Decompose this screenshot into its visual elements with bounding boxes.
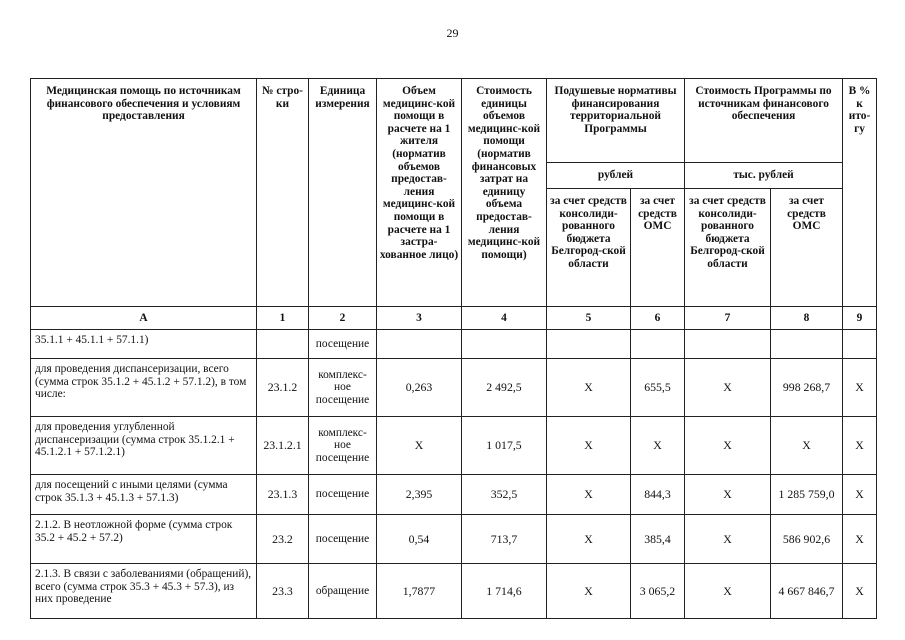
row-volume <box>377 330 462 359</box>
row-per-capita-oms: 844,3 <box>631 475 685 515</box>
table-row <box>31 515 877 564</box>
row-label: 35.1.1 + 45.1.1 + 57.1.1) <box>31 330 257 359</box>
row-label: для посещений с иными целями (сумма строк 35.1.3 + 45.1.3 + 57.1.3) <box>31 475 257 515</box>
row-line-number: 23.1.2.1 <box>257 417 309 475</box>
header-group-per-capita: Подушевые нормативы финансирования территориальной Программы <box>547 79 685 163</box>
page-number: 29 <box>446 26 459 40</box>
row-percent: X <box>843 417 877 475</box>
column-number: 9 <box>843 307 877 330</box>
row-line-number: 23.1.2 <box>257 359 309 417</box>
row-unit-cost <box>462 330 547 359</box>
row-unit-cost: 713,7 <box>462 515 547 564</box>
row-program-budget: X <box>685 417 771 475</box>
row-per-capita-budget: X <box>547 564 631 619</box>
row-per-capita-oms: 3 065,2 <box>631 564 685 619</box>
row-volume: 0,54 <box>377 515 462 564</box>
row-volume: 1,7877 <box>377 564 462 619</box>
column-number: 8 <box>771 307 843 330</box>
row-line-number <box>257 330 309 359</box>
column-number: 3 <box>377 307 462 330</box>
header-col-a: Медицинская помощь по источникам финансового обеспечения и условиям предоставления <box>31 79 257 307</box>
header-col-5: за счет средств консолиди-рованного бюджета Белгород-ской области <box>547 189 631 307</box>
row-percent: X <box>843 564 877 619</box>
header-row-1 <box>31 79 877 163</box>
row-unit: посещение <box>309 515 377 564</box>
column-number: 2 <box>309 307 377 330</box>
row-percent: X <box>843 475 877 515</box>
row-program-oms: 1 285 759,0 <box>771 475 843 515</box>
row-label: для проведения углубленной диспансеризации (сумма строк 35.1.2.1 + 45.1.2.1 + 57.1.2.1) <box>31 417 257 475</box>
header-col-4: Стоимость единицы объемов медицинс-кой помощи (норматив финансовых затрат на единицу объема предостав-ления медицинс-кой помощи) <box>462 79 547 307</box>
row-program-budget: X <box>685 475 771 515</box>
row-unit: обращение <box>309 564 377 619</box>
table-row <box>31 564 877 619</box>
table-row <box>31 359 877 417</box>
row-unit-cost: 2 492,5 <box>462 359 547 417</box>
row-per-capita-oms <box>631 330 685 359</box>
header-col-1: № стро-ки <box>257 79 309 307</box>
row-program-oms: X <box>771 417 843 475</box>
column-number: 1 <box>257 307 309 330</box>
row-per-capita-budget <box>547 330 631 359</box>
table-row <box>31 417 877 475</box>
row-per-capita-budget: X <box>547 515 631 564</box>
row-line-number: 23.2 <box>257 515 309 564</box>
row-unit-cost: 352,5 <box>462 475 547 515</box>
row-unit: посещение <box>309 475 377 515</box>
header-col-2: Единица измерения <box>309 79 377 307</box>
header-col-7: за счет средств консолиди-рованного бюджета Белгород-ской области <box>685 189 771 307</box>
row-program-oms: 4 667 846,7 <box>771 564 843 619</box>
header-col-9: В % к ито-гу <box>843 79 877 307</box>
row-program-oms <box>771 330 843 359</box>
row-unit: посещение <box>309 330 377 359</box>
row-program-budget: X <box>685 564 771 619</box>
row-volume: 0,263 <box>377 359 462 417</box>
row-percent <box>843 330 877 359</box>
header-unit-thousand-rubles: тыс. рублей <box>685 163 843 189</box>
financing-table <box>30 78 877 619</box>
row-line-number: 23.1.3 <box>257 475 309 515</box>
table-row <box>31 475 877 515</box>
row-label: 2.1.3. В связи с заболеваниями (обращений), всего (сумма строк 35.3 + 45.3 + 57.3), из них проведение <box>31 564 257 619</box>
row-per-capita-oms: 385,4 <box>631 515 685 564</box>
column-number: 5 <box>547 307 631 330</box>
header-col-3: Объем медицинс-кой помощи в расчете на 1 жителя (норматив объемов предостав-ления медицинс-кой помощи в расчете на 1 застра-хованное лицо) <box>377 79 462 307</box>
header-col-6: за счет средств ОМС <box>631 189 685 307</box>
row-percent: X <box>843 515 877 564</box>
row-percent: X <box>843 359 877 417</box>
row-unit-cost: 1 017,5 <box>462 417 547 475</box>
column-number: 7 <box>685 307 771 330</box>
row-per-capita-budget: X <box>547 417 631 475</box>
row-program-oms: 998 268,7 <box>771 359 843 417</box>
row-unit: комплекс-ное посещение <box>309 359 377 417</box>
row-program-budget: X <box>685 515 771 564</box>
column-number: 6 <box>631 307 685 330</box>
row-program-budget <box>685 330 771 359</box>
header-col-8: за счет средств ОМС <box>771 189 843 307</box>
row-volume: 2,395 <box>377 475 462 515</box>
row-unit: комплекс-ное посещение <box>309 417 377 475</box>
row-volume: X <box>377 417 462 475</box>
row-per-capita-oms: 655,5 <box>631 359 685 417</box>
column-number-row <box>31 307 877 330</box>
row-label: для проведения диспансеризации, всего (сумма строк 35.1.2 + 45.1.2 + 57.1.2), в том числе: <box>31 359 257 417</box>
header-group-program-cost: Стоимость Программы по источникам финансового обеспечения <box>685 79 843 163</box>
row-per-capita-budget: X <box>547 475 631 515</box>
row-label: 2.1.2. В неотложной форме (сумма строк 35.2 + 45.2 + 57.2) <box>31 515 257 564</box>
header-unit-rubles: рублей <box>547 163 685 189</box>
row-program-budget: X <box>685 359 771 417</box>
row-unit-cost: 1 714,6 <box>462 564 547 619</box>
column-number: А <box>31 307 257 330</box>
row-per-capita-oms: X <box>631 417 685 475</box>
row-line-number: 23.3 <box>257 564 309 619</box>
row-per-capita-budget: X <box>547 359 631 417</box>
column-number: 4 <box>462 307 547 330</box>
row-program-oms: 586 902,6 <box>771 515 843 564</box>
table-row <box>31 330 877 359</box>
